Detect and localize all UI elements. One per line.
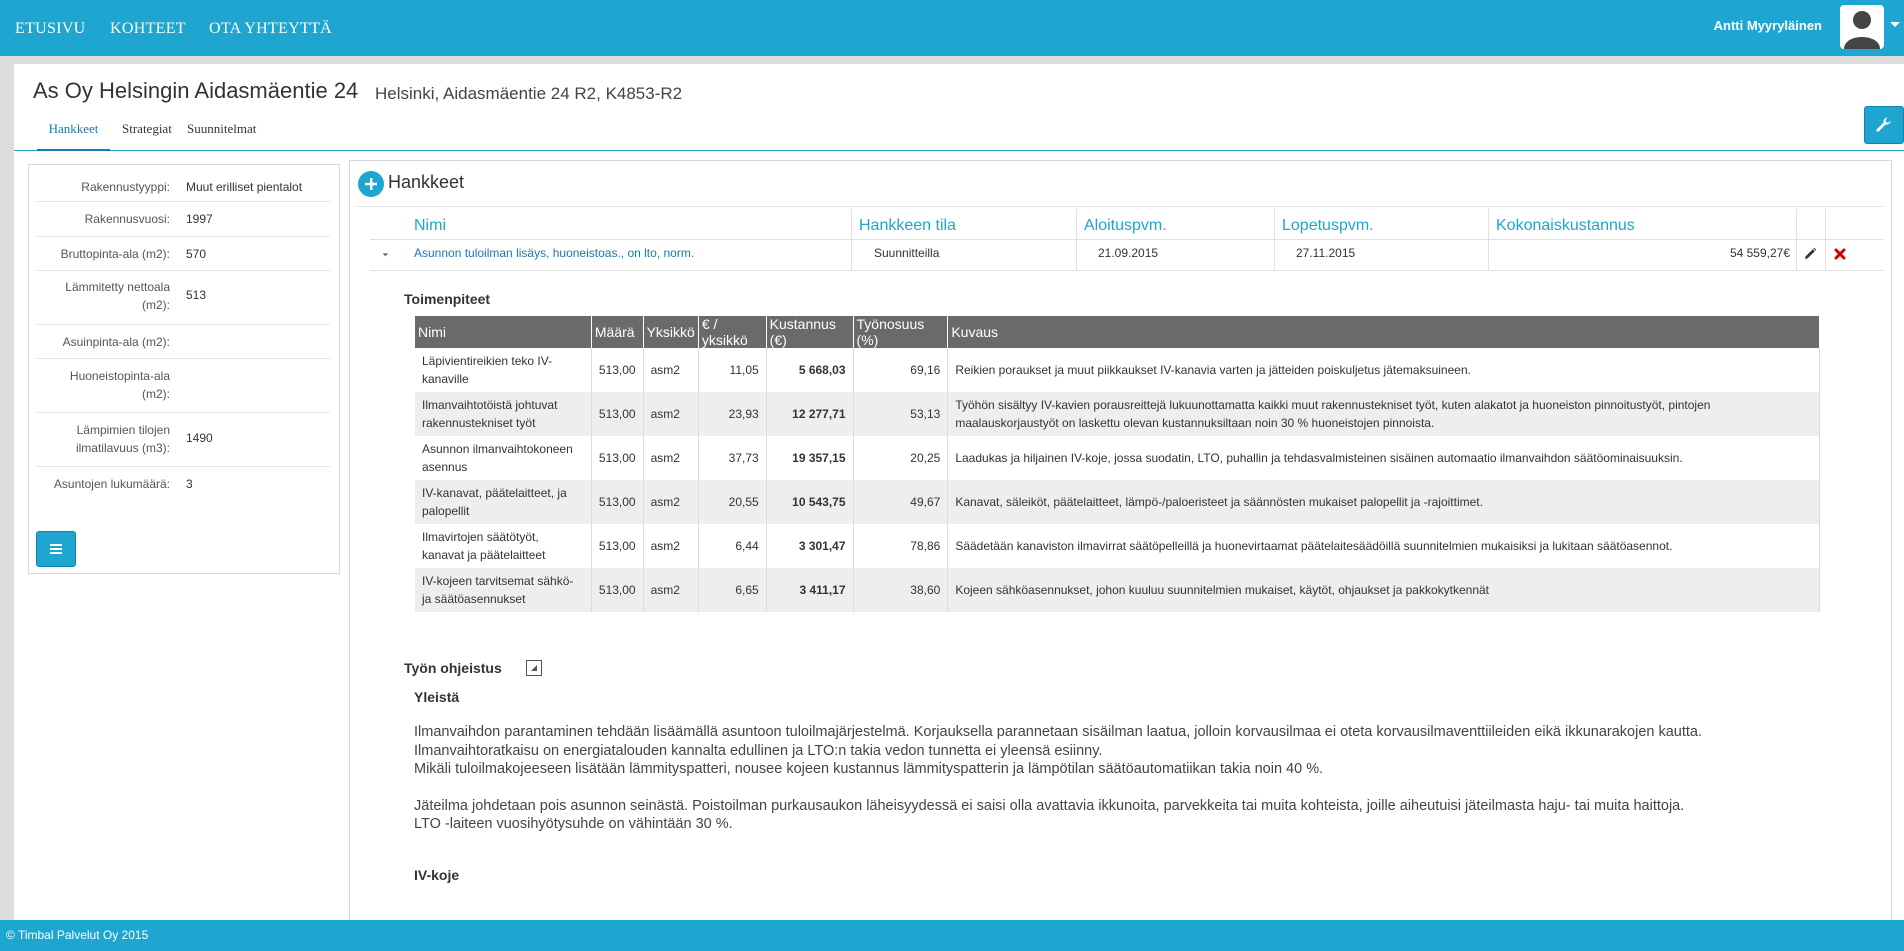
cell-kuvaus: Työhön sisältyy IV-kavien porausreittejä lukuunottamatta kaikki muut rakennustekniset työt, kuten alakatot ja huoneiston pinnoitustyöt, pintojen maalauskorjaustyöt on laskettu olevan kustannuksiltaan noin 30 % huoneistojen pinnoista.: [948, 392, 1820, 436]
property-label: Rakennustyyppi:: [81, 180, 170, 194]
cell-hinta: 11,05: [698, 348, 766, 392]
cell-maara: 513,00: [591, 436, 643, 480]
property-value: 1490: [186, 431, 213, 445]
property-label: Lämmitetty nettoala (m2):: [65, 280, 170, 312]
column-header-lopetus[interactable]: Lopetuspvm.: [1282, 217, 1374, 234]
collapse-caret-icon[interactable]: [380, 248, 388, 256]
cell-yksikko: asm2: [643, 480, 698, 524]
cell-kustannus: 19 357,15: [766, 436, 853, 480]
cell-hinta: 20,55: [698, 480, 766, 524]
cell-hinta: 37,73: [698, 436, 766, 480]
cell-yksikko: asm2: [643, 568, 698, 612]
delete-button[interactable]: [1833, 247, 1847, 266]
column-header-nimi[interactable]: Nimi: [414, 217, 446, 234]
property-value: Muut erilliset pientalot: [186, 180, 303, 194]
table-row: [415, 348, 1820, 392]
property-panel: [28, 164, 340, 574]
cell-maara: 513,00: [591, 568, 643, 612]
expand-caret-icon: [527, 661, 541, 675]
table-row: [415, 392, 1820, 436]
cell-kustannus: 10 543,75: [766, 480, 853, 524]
cell-tyonosuus: 78,86: [853, 524, 948, 568]
tab-suunnitelmat[interactable]: Suunnitelmat: [187, 121, 257, 136]
tab-strategiat[interactable]: Strategiat: [122, 121, 172, 136]
property-label: Lämpimien tilojen ilmatilavuus (m3):: [75, 423, 170, 455]
nav-link-kohteet[interactable]: KOHTEET: [110, 20, 186, 37]
table-row: [415, 568, 1820, 612]
paragraph: Ilmanvaihdon parantaminen tehdään lisäämällä asuntoon tuloilmajärjestelmä. Korjauksella parannetaan sisäilman laatua, jolloin korvausilmaa ei oteta korvausilmaventtiileiden eikä ikkunarakojen kautta. Ilmanvaihtoratkaisu on energiatalouden kannalta edullinen ja LTO:n takia vedon tunnetta ei yleensä esiinny.: [414, 724, 1703, 759]
column-header-aloitus[interactable]: Aloituspvm.: [1084, 217, 1167, 234]
project-start-date: 21.09.2015: [1098, 246, 1159, 260]
column-header: Määrä: [591, 316, 643, 348]
column-header-kustannus[interactable]: Kokonaiskustannus: [1496, 217, 1635, 234]
column-header: Yksikkö: [643, 316, 698, 348]
list-icon: [49, 543, 63, 555]
cell-maara: 513,00: [591, 524, 643, 568]
column-header: Nimi: [415, 316, 591, 348]
property-value: 513: [186, 288, 207, 302]
property-row: [36, 173, 330, 201]
paragraph: Jäteilma johdetaan pois asunnon seinästä. Poistoilman purkausaukon läheisyydessä ei saisi olla avattavia ikkunoita, parvekkeita tai muita kohteista, joille aiheutuisi jäteilmasta haju- tai muita haittoja.: [414, 798, 1685, 814]
toimenpiteet-table: [415, 316, 1820, 612]
list-menu-button[interactable]: [36, 531, 76, 567]
close-icon: [1833, 247, 1847, 261]
cell-nimi: IV-kojeen tarvitsemat sähkö- ja säätöasennukset: [415, 568, 591, 612]
top-navbar: [0, 0, 1904, 56]
cell-kuvaus: Säädetään kanaviston ilmavirrat säätöpelleillä ja huonevirtaamat päätelaitesäädöillä suunnitelmien mukaisiksi ja lukitaan säätöasennot.: [948, 524, 1820, 568]
nav-link-etusivu[interactable]: ETUSIVU: [15, 20, 86, 37]
hankkeet-panel: [349, 160, 1892, 920]
general-heading: Yleistä: [414, 689, 460, 705]
cell-nimi: Ilmanvaihtotöistä johtuvat rakennustekniset työt: [415, 392, 591, 436]
cell-tyonosuus: 20,25: [853, 436, 948, 480]
property-row: [36, 236, 330, 271]
cell-kuvaus: Reikien poraukset ja muut piikkaukset IV-kanavia varten ja jätteiden poiskuljetus jätemaksuineen.: [948, 348, 1820, 392]
property-row: [36, 412, 330, 467]
cell-yksikko: asm2: [643, 524, 698, 568]
divider: [370, 270, 1884, 271]
tab-bar: [14, 116, 1904, 151]
cell-tyonosuus: 49,67: [853, 480, 948, 524]
avatar[interactable]: [1840, 5, 1884, 49]
column-header: Kustannus (€): [766, 316, 853, 348]
cell-maara: 513,00: [591, 480, 643, 524]
user-name[interactable]: Antti Myyryläinen: [1713, 18, 1822, 33]
ohjeistus-toggle[interactable]: [526, 660, 542, 676]
footer: [0, 920, 1904, 951]
divider: [356, 206, 1884, 207]
divider: [370, 239, 1884, 240]
cell-kustannus: 3 411,17: [766, 568, 853, 612]
table-row: [415, 436, 1820, 480]
column-header: Työnosuus (%): [853, 316, 948, 348]
property-label: Rakennusvuosi:: [84, 212, 170, 226]
cell-hinta: 23,93: [698, 392, 766, 436]
copyright-text: © Timbal Palvelut Oy 2015: [6, 928, 149, 942]
property-value: 570: [186, 247, 207, 261]
property-label: Asuntojen lukumäärä:: [53, 477, 170, 491]
cell-yksikko: asm2: [643, 436, 698, 480]
paragraph: LTO -laiteen vuosihyötysuhde on vähintään 30 %.: [414, 816, 733, 832]
cell-kuvaus: Laadukas ja hiljainen IV-koje, jossa suodatin, LTO, puhallin ja tehdasvalmisteinen sisäinen automaatio ilmanvaihdon säätöominaisuuksin.: [948, 436, 1820, 480]
page-container: [14, 64, 1904, 920]
page-title: As Oy Helsingin Aidasmäentie 24: [33, 78, 359, 103]
cell-kuvaus: Kojeen sähköasennukset, johon kuuluu suunnitelmien mukaiset, käytöt, ohjaukset ja pakkokytkennät: [948, 568, 1820, 612]
page-subtitle: Helsinki, Aidasmäentie 24 R2, K4853-R2: [375, 84, 683, 103]
property-label: Asuinpinta-ala (m2):: [62, 335, 170, 349]
toimenpiteet-title: Toimenpiteet: [404, 291, 491, 307]
table-row: [415, 480, 1820, 524]
tab-hankkeet[interactable]: Hankkeet: [37, 116, 110, 151]
cell-hinta: 6,44: [698, 524, 766, 568]
nav-link-ota-yhteytta[interactable]: OTA YHTEYTTÄ: [209, 20, 333, 37]
project-end-date: 27.11.2015: [1296, 246, 1356, 260]
cell-tyonosuus: 38,60: [853, 568, 948, 612]
table-row: [415, 524, 1820, 568]
table-header-row: [415, 316, 1820, 348]
cell-kustannus: 12 277,71: [766, 392, 853, 436]
property-label: Huoneistopinta-ala (m2):: [69, 369, 170, 401]
add-project-button[interactable]: [358, 171, 384, 197]
column-header-tila[interactable]: Hankkeen tila: [859, 217, 956, 234]
cell-nimi: IV-kanavat, päätelaitteet, ja palopellit: [415, 480, 591, 524]
cell-nimi: Asunnon ilmanvaihtokoneen asennus: [415, 436, 591, 480]
cell-nimi: Ilmavirtojen säätötyöt, kanavat ja päätelaitteet: [415, 524, 591, 568]
cell-nimi: Läpivientireikien teko IV-kanaville: [415, 348, 591, 392]
cell-kustannus: 3 301,47: [766, 524, 853, 568]
cell-kuvaus: Kanavat, säleiköt, päätelaitteet, lämpö-/paloeristeet ja säännösten mukaiset palopellit ja -rajoittimet.: [948, 480, 1820, 524]
project-total-cost: 54 559,27€: [1729, 246, 1790, 260]
property-row: [36, 270, 330, 325]
column-header: € / yksikkö: [698, 316, 766, 348]
property-label: Bruttopinta-ala (m2):: [60, 247, 170, 261]
property-row: [36, 358, 330, 413]
property-row: [36, 466, 330, 501]
plus-icon: [364, 177, 378, 191]
cell-tyonosuus: 53,13: [853, 392, 948, 436]
cell-hinta: 6,65: [698, 568, 766, 612]
property-row: [36, 324, 330, 359]
cell-maara: 513,00: [591, 392, 643, 436]
property-row: [36, 201, 330, 237]
chevron-down-icon[interactable]: [1890, 22, 1900, 27]
paragraph: Mikäli tuloilmakojeeseen lisätään lämmityspatteri, nousee kojeen kustannus lämmityspatterin ja lämpötilan säätöautomatiikan takia noin 40 %.: [414, 761, 1324, 777]
ohjeistus-title: Työn ohjeistus: [404, 660, 502, 676]
property-value: 3: [186, 477, 193, 491]
edit-button[interactable]: [1803, 247, 1817, 266]
settings-button[interactable]: [1864, 106, 1904, 144]
column-header: Kuvaus: [948, 316, 1820, 348]
project-name-link[interactable]: Asunnon tuloilman lisäys, huoneistoas., on lto, norm.: [414, 246, 695, 260]
project-status: Suunnitteilla: [874, 246, 940, 260]
wrench-icon: [1875, 116, 1893, 134]
cell-maara: 513,00: [591, 348, 643, 392]
cell-yksikko: asm2: [643, 348, 698, 392]
property-value: 1997: [186, 212, 213, 226]
iv-koje-heading: IV-koje: [414, 867, 460, 883]
user-silhouette-icon: [1840, 5, 1884, 49]
cell-tyonosuus: 69,16: [853, 348, 948, 392]
cell-kustannus: 5 668,03: [766, 348, 853, 392]
pencil-icon: [1803, 247, 1817, 261]
cell-yksikko: asm2: [643, 392, 698, 436]
section-title: Hankkeet: [388, 172, 465, 192]
